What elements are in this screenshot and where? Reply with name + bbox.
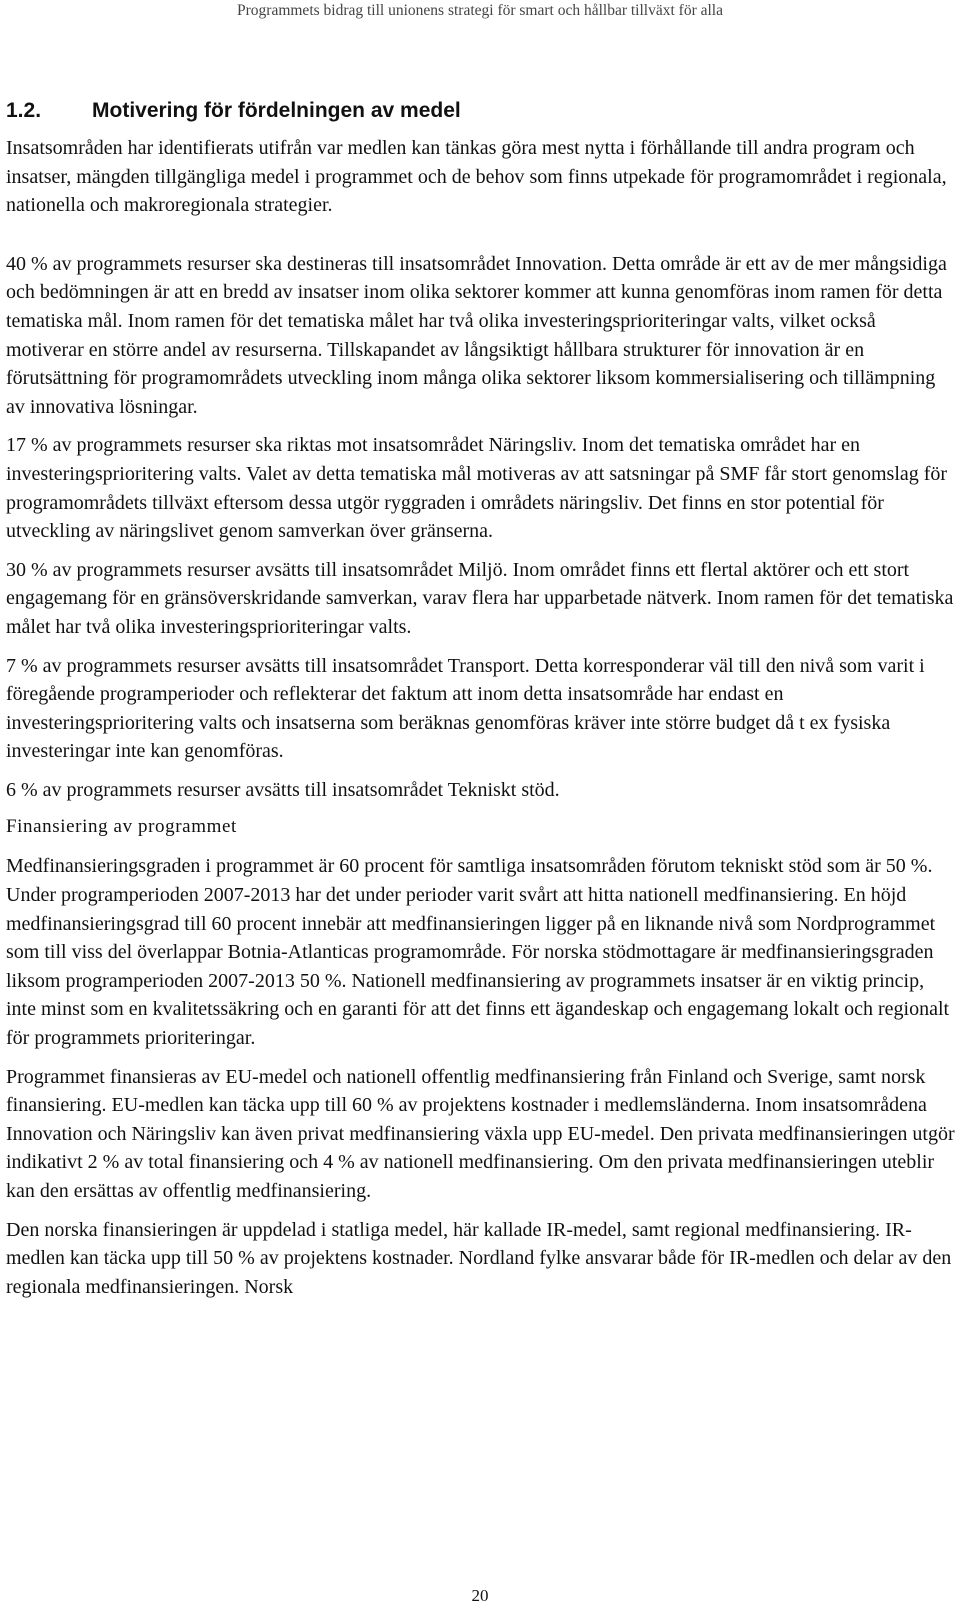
paragraph-intro: Insatsområden har identifierats utifrån var medlen kan tänkas göra mest nytta i förhållande till andra program och insatser, mängden tillgängliga medel i programmet och de behov som finns utpekade för programområdet i regionala, nationella och makroregionala strategier. [6, 137, 947, 217]
section-number: 1.2. [6, 99, 42, 122]
paragraph-eu-medel: Programmet finansieras av EU-medel och nationell offentlig medfinansiering från Finland och Sverige, samt norsk finansiering. EU-medlen kan täcka upp till 60 % av projektens kostnader i medlemsländerna. Inom insatsområdena Innovation och Näringsliv kan även privat medfinansiering växla upp EU-medel. Den privata medfinansieringen utgör indikativt 2 % av total finansiering och 4 % av nationell medfinansiering. Om den privata medfinansieringen uteblir kan den ersättas av offentlig medfinansiering. [6, 1065, 955, 1202]
page-number: 20 [471, 1586, 489, 1605]
paragraph-innovation: 40 % av programmets resurser ska destineras till insatsområdet Innovation. Detta område är ett av de mer mångsidiga och bedömningen är att en bredd av insatser inom olika sektorer kommer att kunna genomföras inom ramen för detta tematiska mål. Inom ramen för det tematiska målet har två olika investeringsprioriteringar valts, vilket också motiverar en större andel av resurserna. Tillskapandet av långsiktigt hållbara strukturer för innovation är en förutsättning för programområdets utveckling inom många olika sektorer liksom kommersialisering och tillämpning av innovativa lösningar. [6, 252, 947, 418]
paragraph-transport: 7 % av programmets resurser avsätts till insatsområdet Transport. Detta korresponderar väl till den nivå som varit i föregående programperioder och reflekterar det faktum att inom detta insatsområde har endast en investeringsprioritering valts och insatserna som beräknas genomföras kräver inte större budget då t ex fysiska investeringar inte kan genomföras. [6, 654, 925, 763]
paragraph-naringsliv: 17 % av programmets resurser ska riktas mot insatsområdet Näringsliv. Inom det tematiska området har en investeringsprioritering valts. Valet av detta tematiska mål motiveras av att satsningar på SMF får stort genomslag för programområdets tillväxt eftersom dessa utgör ryggraden i områdets näringsliv. Det finns en stor potential för utveckling av näringslivet genom samverkan över gränserna. [6, 434, 948, 543]
section-title: Motivering för fördelningen av medel [92, 99, 461, 122]
paragraph-medfinansieringsgrad: Medfinansieringsgraden i programmet är 60 procent för samtliga insatsområden förutom tekniskt stöd som är 50 %. Under programperioden 2007-2013 har det under perioder varit svårt att hitta nationell medfinansiering. En höjd medfinansieringsgrad till 60 procent innebär att medfinansieringen ligger på en liknande nivå som Nordprogrammet som till viss del överlappar Botnia-Atlanticas programområde. För norska stödmottagare är medfinansieringsgraden liksom programperioden 2007-2013 50 %. Nationell medfinansiering av programmets insatser är en viktig princip, inte minst som en kvalitetssäkring och en garanti för att det finns ett ägandeskap och engagemang lokalt och regionalt för programmets prioriteringar. [6, 855, 950, 1050]
paragraph-tekniskt-stod: 6 % av programmets resurser avsätts till insatsområdet Tekniskt stöd. [6, 778, 560, 801]
section-heading [6, 96, 956, 126]
document-body [6, 96, 956, 1311]
paragraph-norsk-finansiering: Den norska finansieringen är uppdelad i statliga medel, här kallade IR-medel, samt regional medfinansiering. IR-medlen kan täcka upp till 50 % av projektens kostnader. Nordland fylke ansvarar både för IR-medlen och delar av den regionala medfinansieringen. Norsk [6, 1218, 952, 1298]
running-header: Programmets bidrag till unionens strategi för smart och hållbar tillväxt för alla [237, 2, 723, 19]
financing-heading: Finansiering av programmet [6, 816, 237, 838]
paragraph-miljo: 30 % av programmets resurser avsätts till insatsområdet Miljö. Inom området finns ett flertal aktörer och ett stort engagemang för en gränsöverskridande samverkan, varav flera har upparbetade nätverk. Inom ramen för det tematiska målet har två olika investeringsprioriteringar valts. [6, 558, 954, 638]
